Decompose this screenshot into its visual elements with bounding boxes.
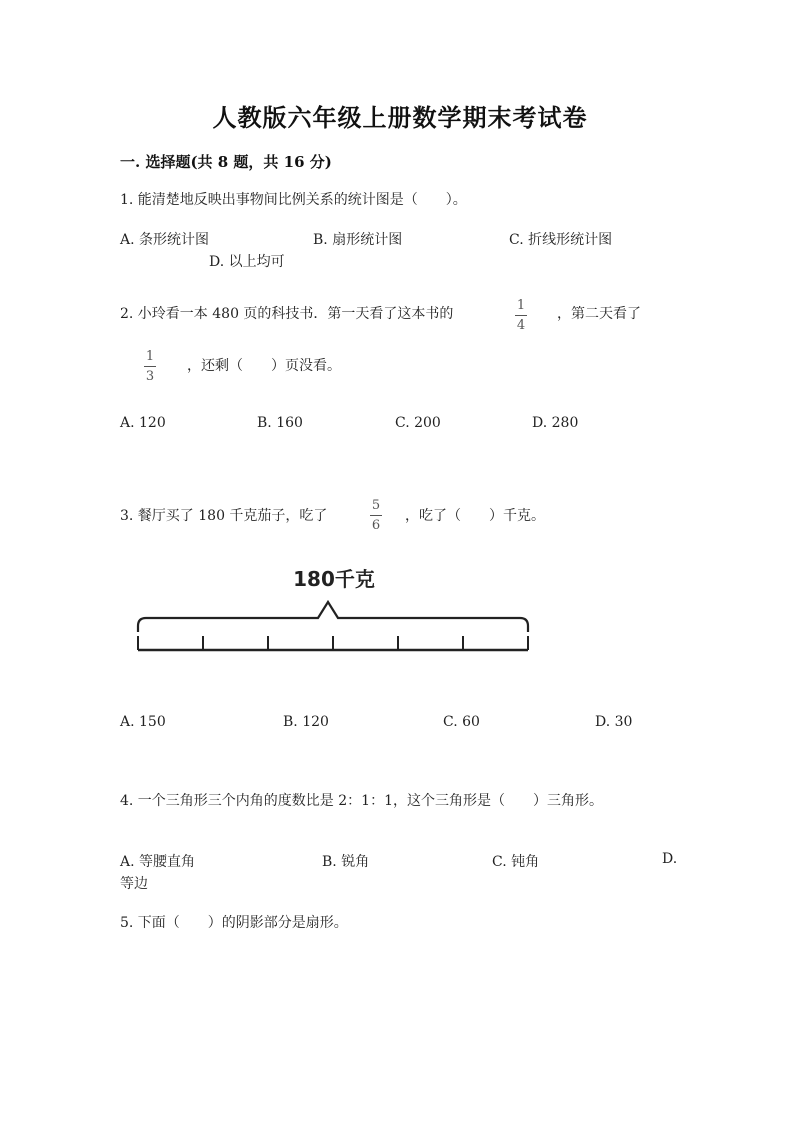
q2-fraction-1	[515, 298, 527, 333]
q3-fraction-numerator: 5	[371, 498, 381, 513]
question-2-text-part3: ，还剩（ ）页没看。	[187, 358, 341, 374]
q4-option-c: C. 钝角	[492, 854, 540, 870]
page-title: 人教版六年级上册数学期末考试卷	[212, 103, 588, 132]
q2-fraction-2	[144, 349, 156, 384]
q1-option-a: A. 条形统计图	[120, 232, 210, 248]
segment-ticks	[138, 636, 528, 650]
question-5-text: 5. 下面（ ）的阴影部分是扇形。	[120, 915, 348, 931]
q3-fraction-denominator: 6	[371, 518, 381, 533]
brace-shape	[138, 602, 528, 632]
diagram-label: 180千克	[293, 567, 375, 591]
question-1-text: 1. 能清楚地反映出事物间比例关系的统计图是（ ）。	[120, 192, 467, 208]
q4-option-a: A. 等腰直角	[120, 854, 196, 870]
q3-option-c: C. 60	[443, 714, 480, 730]
q2-option-a: A. 120	[120, 415, 166, 431]
q1-option-c: C. 折线形统计图	[509, 232, 613, 248]
q4-option-b: B. 锐角	[322, 854, 370, 870]
q2-fraction-1-denominator: 4	[516, 318, 526, 333]
section-heading: 一. 选择题(共 8 题，共 16 分)	[120, 153, 332, 171]
q2-fraction-2-numerator: 1	[145, 349, 155, 364]
question-4-text: 4. 一个三角形三个内角的度数比是 2：1：1，这个三角形是（ ）三角形。	[120, 793, 603, 809]
q2-option-c: C. 200	[395, 415, 441, 431]
fraction-bar	[515, 315, 527, 316]
fraction-bar	[144, 366, 156, 367]
q3-fraction	[370, 498, 382, 533]
q2-option-b: B. 160	[257, 415, 303, 431]
q1-option-b: B. 扇形统计图	[313, 232, 403, 248]
q3-option-b: B. 120	[283, 714, 329, 730]
question-2-text-part2: ，第二天看了	[557, 306, 641, 322]
question-3-text-part2: ，吃了（ ）千克。	[405, 508, 545, 524]
q2-option-d: D. 280	[532, 415, 579, 431]
q1-option-d: D. 以上均可	[209, 254, 285, 270]
segment-diagram	[130, 560, 540, 660]
q3-option-a: A. 150	[120, 714, 166, 730]
q4-option-d: D.	[662, 851, 678, 867]
q3-option-d: D. 30	[595, 714, 633, 730]
question-3-text-part1: 3. 餐厅买了 180 千克茄子，吃了	[120, 508, 328, 524]
fraction-bar	[370, 515, 382, 516]
question-2-text-part1: 2. 小玲看一本 480 页的科技书．第一天看了这本书的	[120, 306, 454, 322]
q2-fraction-2-denominator: 3	[145, 369, 155, 384]
q2-fraction-1-numerator: 1	[516, 298, 526, 313]
q4-option-d-text: 等边	[120, 876, 148, 892]
